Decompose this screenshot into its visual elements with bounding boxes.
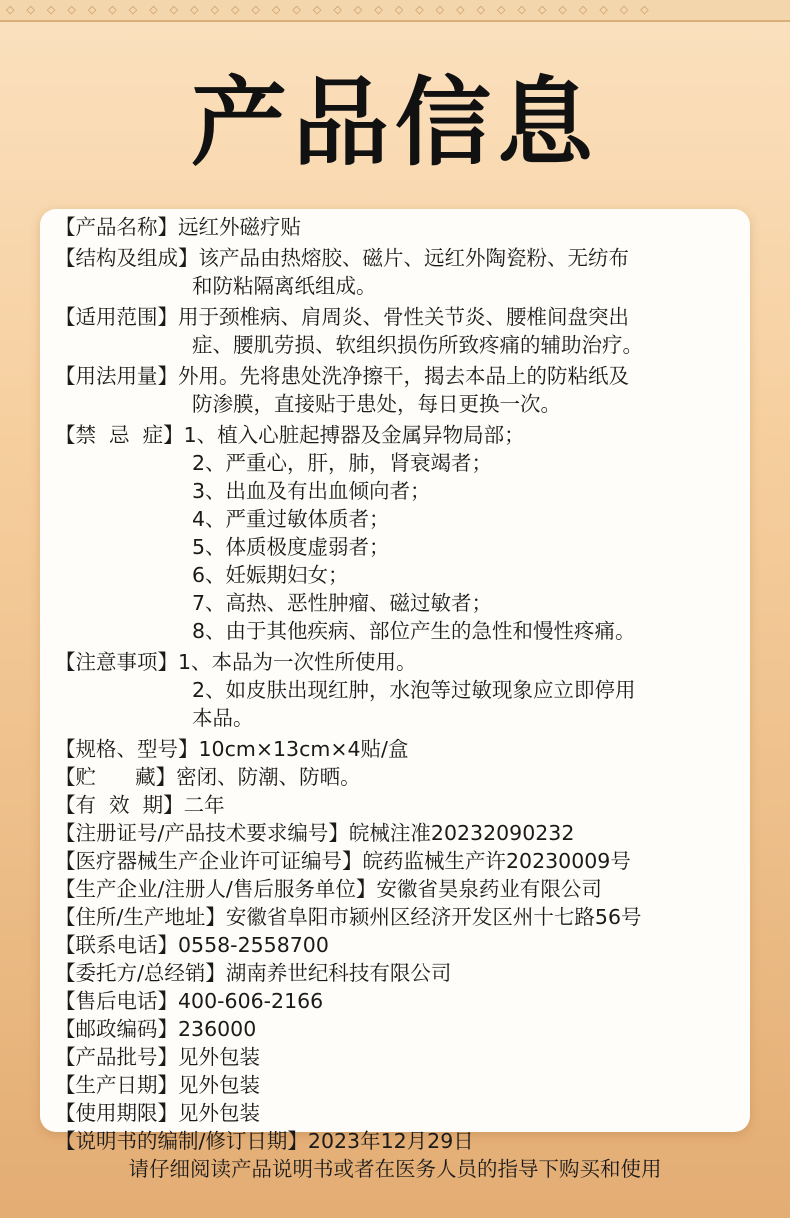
row-contraindication-3 — [55, 477, 745, 505]
row-batch — [55, 1043, 745, 1071]
phone-label: 【联系电话】 — [55, 933, 178, 957]
batch-label: 【产品批号】 — [55, 1045, 178, 1069]
contraindications-label: 【禁 忌 症】 — [55, 423, 184, 447]
row-structure-cont — [55, 272, 745, 300]
row-spec — [55, 735, 745, 763]
spec-label: 【规格、型号】 — [55, 737, 199, 761]
row-storage — [55, 763, 745, 791]
storage-label: 【贮 藏】 — [55, 765, 177, 789]
info-list — [55, 213, 745, 1155]
manufacturer-value: 安徽省昊泉药业有限公司 — [376, 877, 602, 901]
row-scope — [55, 303, 745, 331]
border-pattern-icon: ◇◇◇◇◇◇◇◇◇◇◇◇◇◇◇◇◇◇◇◇◇◇◇◇◇◇◇◇◇◇◇◇ — [6, 3, 661, 16]
row-notes-2 — [55, 676, 745, 704]
footer-notice: 请仔细阅读产品说明书或者在医务人员的指导下购买和使用 — [128, 1157, 662, 1181]
spec-value: 10cm×13cm×4贴/盒 — [198, 737, 409, 761]
notes-label: 【注意事项】 — [55, 650, 178, 674]
decorative-top-border — [0, 0, 790, 22]
validity-label: 【有 效 期】 — [55, 793, 184, 817]
row-notes-3 — [55, 704, 745, 732]
row-structure — [55, 244, 745, 272]
license-value: 皖药监械生产许20230009号 — [362, 849, 631, 873]
contraindication-item: 2、严重心，肝，肺，肾衰竭者； — [192, 451, 493, 475]
zip-label: 【邮政编码】 — [55, 1017, 178, 1041]
contraindication-item: 5、体质极度虚弱者； — [192, 535, 390, 559]
row-notes — [55, 648, 745, 676]
expiry-value: 见外包装 — [178, 1101, 260, 1125]
license-label: 【医疗器械生产企业许可证编号】 — [55, 849, 363, 873]
row-usage-cont — [55, 390, 745, 418]
zip-value: 236000 — [178, 1017, 257, 1041]
service-phone-label: 【售后电话】 — [55, 989, 178, 1013]
structure-label: 【结构及组成】 — [55, 246, 199, 270]
contraindication-item: 1、植入心脏起搏器及金属异物局部； — [183, 423, 525, 447]
usage-value-1: 外用。先将患处洗净擦干，揭去本品上的防粘纸及 — [178, 364, 629, 388]
service-phone-value: 400-606-2166 — [178, 989, 324, 1013]
row-contraindication-5 — [55, 533, 745, 561]
agent-label: 【委托方/总经销】 — [55, 961, 226, 985]
row-registration — [55, 819, 745, 847]
row-validity — [55, 791, 745, 819]
row-agent — [55, 959, 745, 987]
row-contraindication-7 — [55, 589, 745, 617]
production-date-value: 见外包装 — [178, 1073, 260, 1097]
contraindication-item: 6、妊娠期妇女； — [192, 563, 349, 587]
batch-value: 见外包装 — [178, 1045, 260, 1069]
row-contraindication-6 — [55, 561, 745, 589]
row-revision-date — [55, 1127, 745, 1155]
production-date-label: 【生产日期】 — [55, 1073, 178, 1097]
row-zip — [55, 1015, 745, 1043]
row-production-date — [55, 1071, 745, 1099]
scope-label: 【适用范围】 — [55, 305, 178, 329]
agent-value: 湖南养世纪科技有限公司 — [225, 961, 452, 985]
registration-label: 【注册证号/产品技术要求编号】 — [55, 821, 349, 845]
row-scope-cont — [55, 331, 745, 359]
notes-item: 本品。 — [192, 706, 254, 730]
phone-value: 0558-2558700 — [178, 933, 329, 957]
product-name-value: 远红外磁疗贴 — [178, 215, 301, 239]
revision-date-label: 【说明书的编制/修订日期】 — [55, 1129, 308, 1153]
row-contraindication-4 — [55, 505, 745, 533]
row-manufacturer — [55, 875, 745, 903]
row-contraindications — [55, 421, 745, 449]
usage-label: 【用法用量】 — [55, 364, 178, 388]
address-label: 【住所/生产地址】 — [55, 905, 226, 929]
row-address — [55, 903, 745, 931]
notes-item: 1、本品为一次性所使用。 — [178, 650, 417, 674]
row-service-phone — [55, 987, 745, 1015]
scope-value-2: 症、腰肌劳损、软组织损伤所致疼痛的辅助治疗。 — [192, 333, 643, 357]
contraindication-item: 4、严重过敏体质者； — [192, 507, 390, 531]
row-usage — [55, 362, 745, 390]
storage-value: 密闭、防潮、防晒。 — [176, 765, 361, 789]
address-value: 安徽省阜阳市颍州区经济开发区州十七路56号 — [225, 905, 642, 929]
product-name-label: 【产品名称】 — [55, 215, 178, 239]
manufacturer-label: 【生产企业/注册人/售后服务单位】 — [55, 877, 377, 901]
row-contraindication-8 — [55, 617, 745, 645]
validity-value: 二年 — [183, 793, 225, 817]
row-license — [55, 847, 745, 875]
contraindication-item: 8、由于其他疾病、部位产生的急性和慢性疼痛。 — [192, 619, 636, 643]
structure-value-1: 该产品由热熔胶、磁片、远红外陶瓷粉、无纺布 — [198, 246, 629, 270]
row-expiry — [55, 1099, 745, 1127]
revision-date-value: 2023年12月29日 — [307, 1129, 474, 1153]
contraindication-item: 7、高热、恶性肿瘤、磁过敏者； — [192, 591, 493, 615]
expiry-label: 【使用期限】 — [55, 1101, 178, 1125]
row-contraindication-2 — [55, 449, 745, 477]
scope-value-1: 用于颈椎病、肩周炎、骨性关节炎、腰椎间盘突出 — [178, 305, 629, 329]
page-title: 产品信息 — [191, 67, 599, 179]
contraindication-item: 3、出血及有出血倾向者； — [192, 479, 431, 503]
registration-value: 皖械注准20232090232 — [348, 821, 575, 845]
row-product-name — [55, 213, 745, 241]
row-phone — [55, 931, 745, 959]
usage-value-2: 防渗膜，直接贴于患处，每日更换一次。 — [192, 392, 561, 416]
structure-value-2: 和防粘隔离纸组成。 — [192, 274, 377, 298]
notes-item: 2、如皮肤出现红肿，水泡等过敏现象应立即停用 — [192, 678, 636, 702]
